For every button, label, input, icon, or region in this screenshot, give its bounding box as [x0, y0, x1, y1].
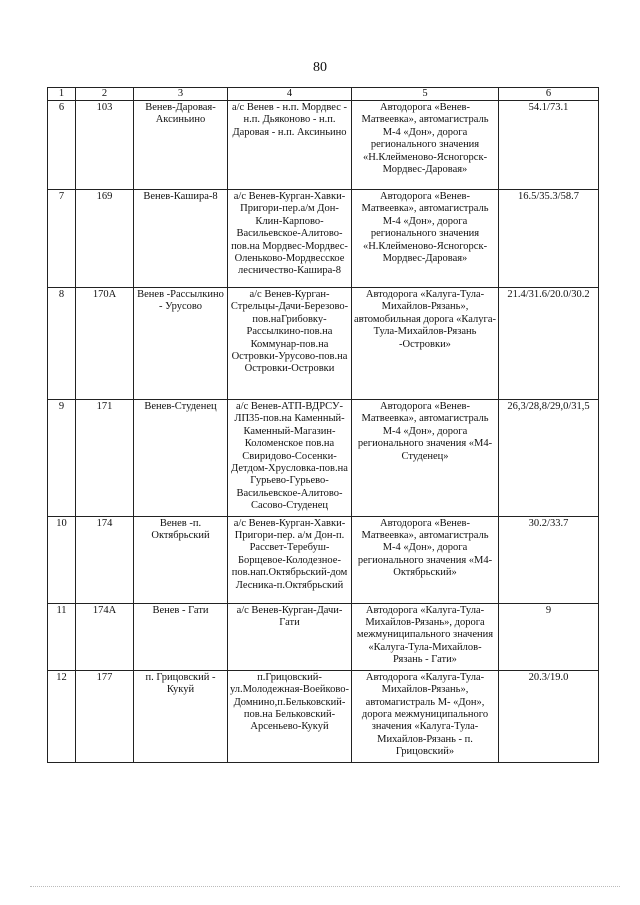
routes-table — [47, 87, 599, 763]
row-number-cell: 10 — [48, 516, 76, 603]
scan-artifact-divider — [30, 886, 620, 891]
route-path-cell: а/с Венев - н.п. Мордвес - н.п. Дьяконово - н.п. Даровая - н.п. Аксиньино — [228, 101, 352, 190]
table-row — [48, 190, 599, 288]
route-number-cell: 170А — [76, 288, 134, 400]
row-number-cell: 9 — [48, 400, 76, 517]
route-number-cell: 174А — [76, 603, 134, 670]
route-number-cell: 174 — [76, 516, 134, 603]
route-number-cell: 177 — [76, 670, 134, 762]
table-row — [48, 288, 599, 400]
length-cell: 26,3/28,8/29,0/31,5 — [499, 400, 599, 517]
length-cell: 20.3/19.0 — [499, 670, 599, 762]
route-path-cell: а/с Венев-АТП-ВДРСУ-ЛП35-пов.на Каменный-Каменный-Магазин-Коломенское пов.на Свиридово-Сосенки-Детдом-Хрусловка-пов.на Гурьево-Гурьево-Васильевское-Алитово-Сасово-Студенец — [228, 400, 352, 517]
header-cell: 6 — [499, 88, 599, 101]
route-name-cell: Венев-Кашира-8 — [134, 190, 228, 288]
table-row — [48, 101, 599, 190]
row-number-cell: 8 — [48, 288, 76, 400]
route-name-cell: Венев - Гати — [134, 603, 228, 670]
route-path-cell: п.Грицовский-ул.Молодежная-Воейково-Домнино,п.Бельковский-пов.на Бельковский-Арсеньево-Кукуй — [228, 670, 352, 762]
route-number-cell: 169 — [76, 190, 134, 288]
route-path-cell: а/с Венев-Курган-Стрельцы-Дачи-Березово-пов.наГрибовку-Рассылкино-пов.на Коммунар-пов.на Островки-Урусово-пов.на Островки-Островки — [228, 288, 352, 400]
road-cell: Автодорога «Калуга-Тула-Михайлов-Рязань», автомобильная дорога «Калуга-Тула-Михайлов-Рязань -Островки» — [352, 288, 499, 400]
road-cell: Автодорога «Венев-Матвеевка», автомагистраль М-4 «Дон», дорога регионального значения «М4-Студенец» — [352, 400, 499, 517]
route-number-cell: 103 — [76, 101, 134, 190]
table-row — [48, 603, 599, 670]
route-name-cell: Венев-Даровая-Аксиньино — [134, 101, 228, 190]
header-cell: 5 — [352, 88, 499, 101]
route-path-cell: а/с Венев-Курган-Хавки-Пригори-пер. а/м Дон-п. Рассвет-Теребуш-Борщевое-Колодезное-пов.нап.Октябрьский-дом Лесника-п.Октябрьский — [228, 516, 352, 603]
route-name-cell: Венев -Рассылкино - Урусово — [134, 288, 228, 400]
page-number: 80 — [313, 60, 327, 75]
route-number-cell: 171 — [76, 400, 134, 517]
length-cell: 54.1/73.1 — [499, 101, 599, 190]
row-number-cell: 6 — [48, 101, 76, 190]
length-cell: 21.4/31.6/20.0/30.2 — [499, 288, 599, 400]
table-row — [48, 516, 599, 603]
row-number-cell: 11 — [48, 603, 76, 670]
route-name-cell: п. Грицовский - Кукуй — [134, 670, 228, 762]
header-cell: 1 — [48, 88, 76, 101]
header-cell: 3 — [134, 88, 228, 101]
road-cell: Автодорога «Венев-Матвеевка», автомагистраль М-4 «Дон», дорога регионального значения «Н.Клейменово-Ясногорск-Мордвес-Даровая» — [352, 101, 499, 190]
road-cell: Автодорога «Венев-Матвеевка», автомагистраль М-4 «Дон», дорога регионального значения «М4-Октябрьский» — [352, 516, 499, 603]
road-cell: Автодорога «Калуга-Тула-Михайлов-Рязань», дорога межмуниципального значения «Калуга-Тула-Михайлов-Рязань - Гати» — [352, 603, 499, 670]
length-cell: 30.2/33.7 — [499, 516, 599, 603]
road-cell: Автодорога «Венев-Матвеевка», автомагистраль М-4 «Дон», дорога регионального значения «Н.Клейменово-Ясногорск-Мордвес-Даровая» — [352, 190, 499, 288]
route-name-cell: Венев -п. Октябрьский — [134, 516, 228, 603]
row-number-cell: 7 — [48, 190, 76, 288]
row-number-cell: 12 — [48, 670, 76, 762]
route-name-cell: Венев-Студенец — [134, 400, 228, 517]
road-cell: Автодорога «Калуга-Тула-Михайлов-Рязань», автомагистраль М- «Дон», дорога межмуниципального значения «Калуга-Тула-Михайлов-Рязань - п. Грицовский» — [352, 670, 499, 762]
route-path-cell: а/с Венев-Курган-Хавки-Пригори-пер.а/м Дон-Клин-Карпово-Васильевское-Алитово-пов.на Мордвес-Мордвес-Оленьково-Мордвесское лесничество-Кашира-8 — [228, 190, 352, 288]
route-path-cell: а/с Венев-Курган-Дачи-Гати — [228, 603, 352, 670]
table-header-row — [48, 88, 599, 101]
table-row — [48, 400, 599, 517]
table-row — [48, 670, 599, 762]
header-cell: 4 — [228, 88, 352, 101]
length-cell: 16.5/35.3/58.7 — [499, 190, 599, 288]
length-cell: 9 — [499, 603, 599, 670]
header-cell: 2 — [76, 88, 134, 101]
